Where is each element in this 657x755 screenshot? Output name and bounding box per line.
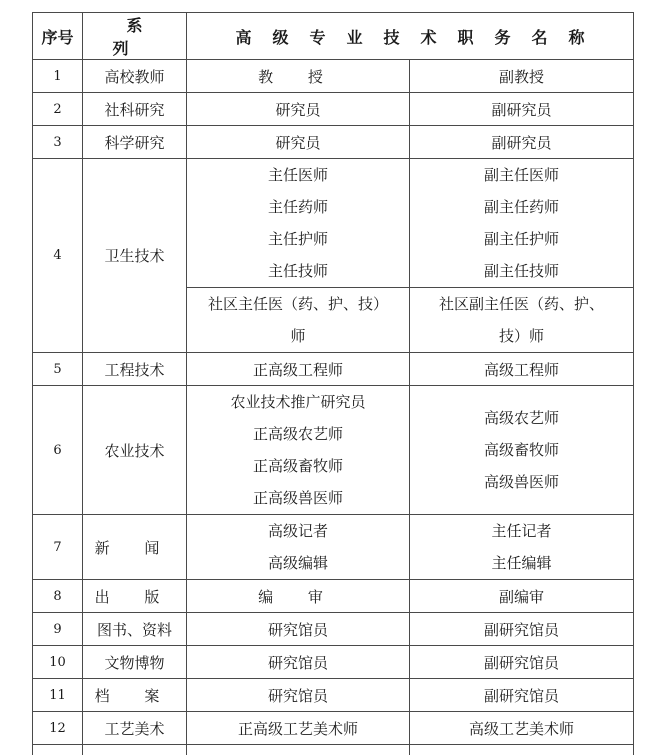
table-row: [33, 159, 634, 288]
row-series: 文物博物: [83, 646, 187, 679]
cut-cell: [83, 745, 187, 755]
deputy-title: 副研究馆员: [410, 646, 634, 679]
row-series: 卫生技术: [83, 159, 187, 353]
table-row: [33, 353, 634, 386]
senior-title: [187, 386, 410, 515]
row-no: 10: [33, 646, 83, 679]
row-no: 3: [33, 126, 83, 159]
senior-title: 研究馆员: [187, 613, 410, 646]
table-row: [33, 679, 634, 712]
row-series: 社科研究: [83, 93, 187, 126]
table-row: [33, 712, 634, 745]
table-row: [33, 386, 634, 515]
senior-title: [187, 515, 410, 580]
senior-title: 研究馆员: [187, 646, 410, 679]
senior-title: 研究员: [187, 126, 410, 159]
senior-title: 研究员: [187, 93, 410, 126]
deputy-title: [410, 515, 634, 580]
senior-line: 高级编辑: [187, 547, 409, 579]
title-table: [32, 12, 634, 755]
series-line: 出 版: [95, 588, 175, 606]
deputy-title: [410, 386, 634, 515]
row-no: 5: [33, 353, 83, 386]
deputy-line: 高级畜牧师: [410, 434, 633, 466]
senior-title: [187, 60, 410, 93]
table-row: [33, 60, 634, 93]
deputy-line: 副主任护师: [410, 223, 633, 255]
cut-cell: [410, 745, 634, 755]
senior-line: 正高级畜牧师: [187, 450, 409, 482]
senior-line: 编 审: [258, 588, 338, 606]
series-line: 档 案: [95, 687, 175, 705]
header-series: 系 列: [83, 13, 187, 60]
senior-title: [187, 580, 410, 613]
deputy-title: 副研究员: [410, 93, 634, 126]
row-no: 8: [33, 580, 83, 613]
deputy-title: 副研究馆员: [410, 679, 634, 712]
row-no: 7: [33, 515, 83, 580]
senior-line: 主任护师: [187, 223, 409, 255]
community-deputy-title: [410, 288, 634, 353]
row-series: 科学研究: [83, 126, 187, 159]
deputy-title: 副研究馆员: [410, 613, 634, 646]
row-no: 12: [33, 712, 83, 745]
senior-line: 正高级兽医师: [187, 482, 409, 514]
row-series: 图书、资料: [83, 613, 187, 646]
row-no: 9: [33, 613, 83, 646]
table-row: [33, 646, 634, 679]
deputy-line: 副主任医师: [410, 159, 633, 191]
row-no: 11: [33, 679, 83, 712]
deputy-title: 高级工程师: [410, 353, 634, 386]
row-series: [83, 580, 187, 613]
senior-title: 正高级工艺美术师: [187, 712, 410, 745]
table-row: [33, 126, 634, 159]
senior-line: 主任医师: [187, 159, 409, 191]
series-line: 新 闻: [95, 539, 175, 557]
deputy-line: 高级兽医师: [410, 466, 633, 498]
header-row: [33, 13, 634, 60]
senior-line: 正高级农艺师: [187, 418, 409, 450]
table-row: [33, 515, 634, 580]
deputy-title: 副编审: [410, 580, 634, 613]
senior-title: [187, 159, 410, 288]
row-no: 1: [33, 60, 83, 93]
senior-line: 农业技术推广研究员: [187, 386, 409, 418]
row-series: [83, 515, 187, 580]
header-title: 高级专业技术职务名称: [187, 13, 634, 60]
table-row: [33, 580, 634, 613]
senior-line: 主任药师: [187, 191, 409, 223]
senior-title: 正高级工程师: [187, 353, 410, 386]
row-no: 4: [33, 159, 83, 353]
row-series: 农业技术: [83, 386, 187, 515]
deputy-line: 主任编辑: [410, 547, 633, 579]
table-row-cut: [33, 745, 634, 755]
senior-line: 高级记者: [187, 515, 409, 547]
row-series: 工程技术: [83, 353, 187, 386]
row-no: 6: [33, 386, 83, 515]
cut-cell: [187, 745, 410, 755]
senior-line: 教 授: [258, 68, 338, 86]
deputy-title: 副教授: [410, 60, 634, 93]
deputy-title: [410, 159, 634, 288]
deputy-line: 副主任技师: [410, 255, 633, 287]
row-series: [83, 679, 187, 712]
senior-title: 研究馆员: [187, 679, 410, 712]
deputy-title: 副研究员: [410, 126, 634, 159]
table-row: [33, 93, 634, 126]
deputy-line: 副主任药师: [410, 191, 633, 223]
row-series: 高校教师: [83, 60, 187, 93]
row-series: 工艺美术: [83, 712, 187, 745]
senior-line: 师: [187, 320, 409, 352]
deputy-line: 社区副主任医（药、护、: [410, 288, 633, 320]
senior-line: 主任技师: [187, 255, 409, 287]
row-no: 2: [33, 93, 83, 126]
senior-line: 社区主任医（药、护、技）: [187, 288, 409, 320]
deputy-line: 主任记者: [410, 515, 633, 547]
deputy-line: 技）师: [410, 320, 633, 352]
cut-cell: [33, 745, 83, 755]
deputy-title: 高级工艺美术师: [410, 712, 634, 745]
header-no: 序号: [33, 13, 83, 60]
community-senior-title: [187, 288, 410, 353]
table-row: [33, 613, 634, 646]
deputy-line: 高级农艺师: [410, 402, 633, 434]
